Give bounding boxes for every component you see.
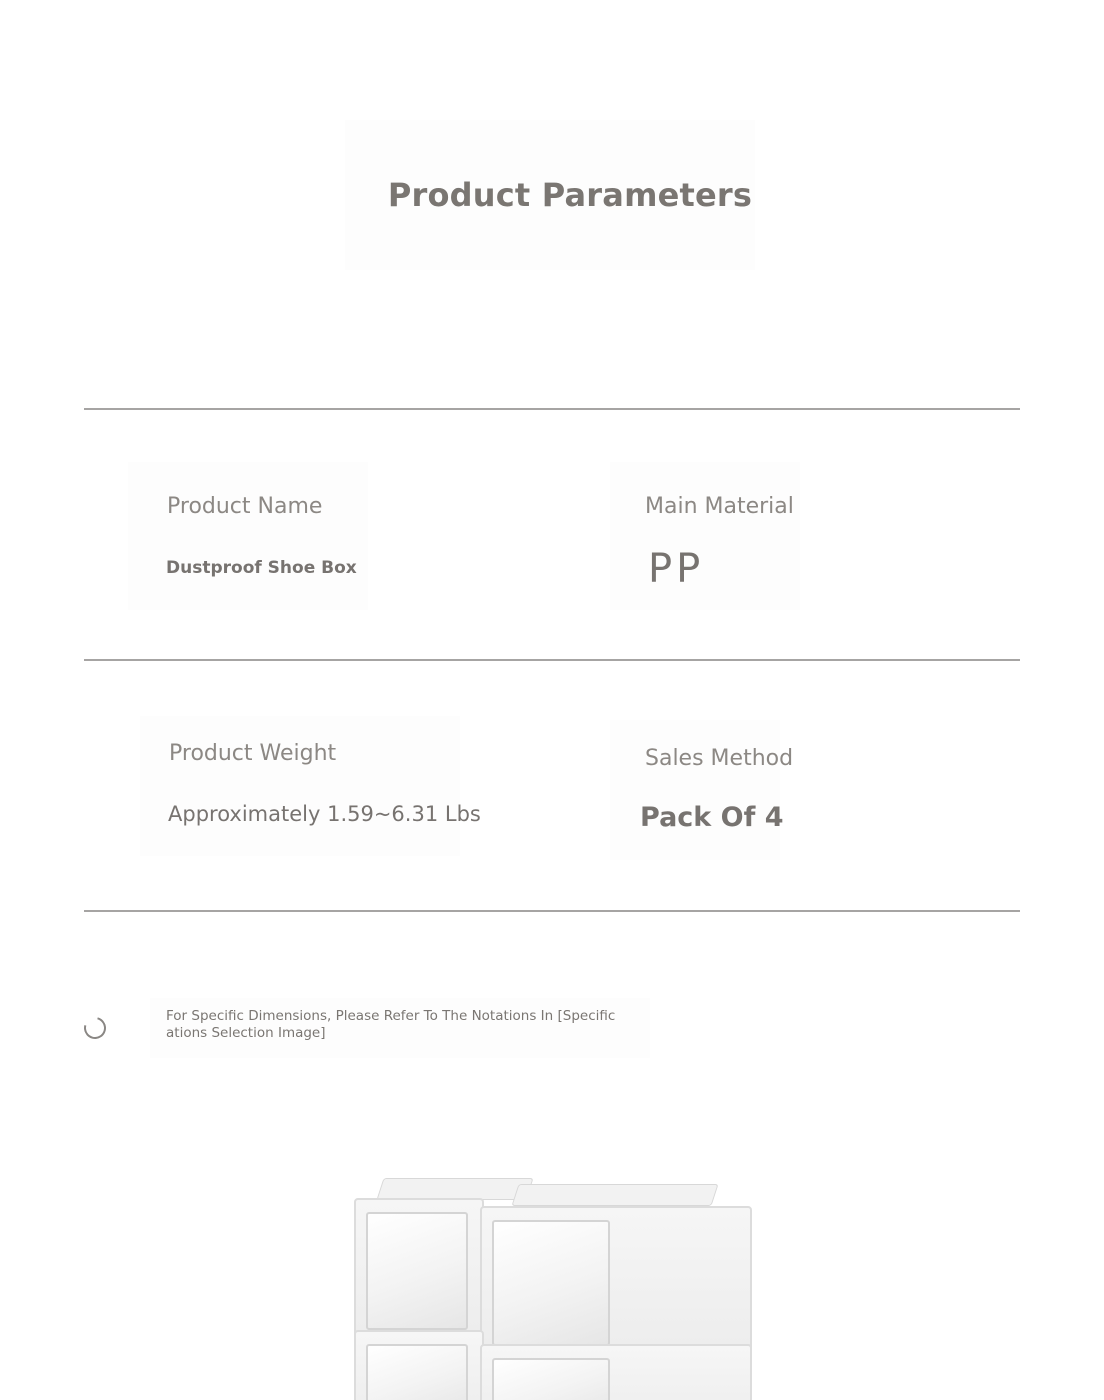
param-label-product-weight: Product Weight (169, 741, 337, 766)
box-lid (511, 1184, 718, 1206)
box-unit (480, 1206, 752, 1362)
divider (84, 659, 1020, 661)
param-label-main-material: Main Material (645, 494, 794, 519)
title-panel (345, 120, 755, 270)
param-value-main-material: PP (648, 546, 705, 592)
dimensions-note: For Specific Dimensions, Please Refer To The Notations In [Specifications Selection Image] (166, 1008, 616, 1041)
param-cell-main-material (610, 462, 800, 610)
param-label-sales-method: Sales Method (645, 746, 794, 771)
divider (84, 408, 1020, 410)
param-value-product-weight: Approximately 1.59~6.31 Lbs (168, 802, 481, 826)
param-value-sales-method: Pack Of 4 (640, 802, 784, 833)
param-value-product-name: Dustproof Shoe Box (166, 558, 357, 578)
page-title: Product Parameters (387, 176, 753, 214)
loader-icon (80, 1013, 110, 1043)
box-unit (354, 1198, 484, 1346)
param-cell-product-weight (140, 716, 460, 856)
box-unit (480, 1344, 752, 1400)
param-cell-product-name (128, 462, 368, 610)
box-lid (376, 1178, 533, 1200)
param-cell-sales-method (610, 720, 780, 860)
box-unit (354, 1330, 484, 1400)
shoe-box-icon (340, 1170, 760, 1400)
param-label-product-name: Product Name (167, 494, 323, 519)
divider (84, 910, 1020, 912)
